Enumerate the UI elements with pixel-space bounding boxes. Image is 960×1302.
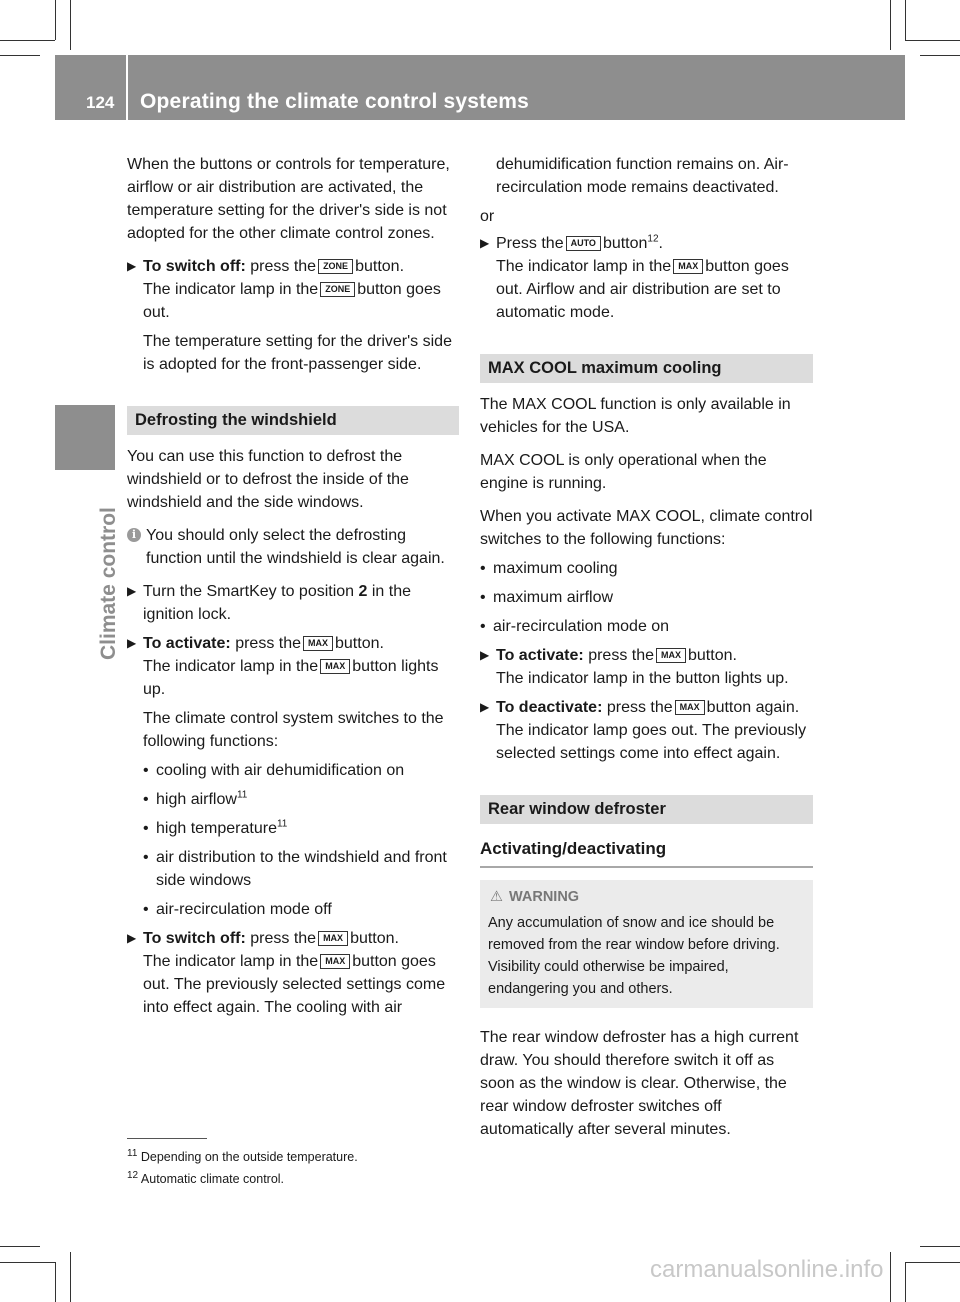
- crop-mark: [55, 0, 56, 40]
- crop-mark: [0, 55, 40, 56]
- instruction-turn-key: ▶ Turn the SmartKey to position 2 in the ignition lock.: [127, 580, 459, 626]
- arrow-icon: ▶: [480, 700, 490, 714]
- section-heading-maxcool: MAX COOL maximum cooling: [480, 354, 813, 383]
- info-icon: i: [127, 528, 141, 542]
- defrost-max-button-icon: MAX: [673, 259, 703, 274]
- watermark: carmanualsonline.info: [650, 1256, 884, 1283]
- paragraph: When you activate MAX COOL, climate control switches to the following functions:: [480, 508, 813, 548]
- list-item: • air-recirculation mode off: [143, 898, 459, 921]
- crop-mark: [55, 1262, 56, 1302]
- arrow-icon: ▶: [127, 636, 137, 650]
- side-tab: [55, 470, 120, 670]
- crop-mark: [0, 1246, 40, 1247]
- arrow-icon: ▶: [127, 584, 137, 598]
- list-item: • maximum airflow: [480, 586, 813, 609]
- page-number: 124: [86, 93, 115, 112]
- continued-text: dehumidification function remains on. Air-recirculation mode remains deactivated.: [496, 156, 789, 196]
- defrost-max-button-icon: MAX: [320, 659, 350, 674]
- section-heading-rear-defroster: Rear window defroster: [480, 795, 813, 824]
- crop-mark: [890, 0, 891, 50]
- instruction-maxcool-deactivate: ▶ To deactivate: press the MAX button again. The indicator lamp goes out. The previously selected settings come into effect again.: [480, 696, 813, 765]
- crop-mark: [0, 1262, 55, 1263]
- intro-paragraph: When the buttons or controls for temperature, airflow or air distribution are activated, the temperature setting for the driver's side is not adopted for the other climate control zones.: [127, 156, 450, 242]
- function-list: [143, 759, 459, 921]
- footnote-rule: [127, 1138, 207, 1139]
- footnotes: [127, 1146, 358, 1190]
- page-title: Operating the climate control systems: [140, 90, 530, 113]
- max-cool-button-icon: MAX: [656, 648, 686, 663]
- list-item: • cooling with air dehumidification on: [143, 759, 459, 782]
- rear-defroster-text: The rear window defroster has a high current draw. You should therefore switch it off as soon as the window is clear. Otherwise, the rear window defroster switches off automatically after several minutes.: [480, 1029, 799, 1138]
- arrow-icon: ▶: [480, 236, 490, 250]
- defrost-max-button-icon: MAX: [320, 954, 350, 969]
- header-divider: [126, 55, 128, 120]
- list-item: • air-recirculation mode on: [480, 615, 813, 638]
- crop-mark: [905, 40, 960, 41]
- crop-mark: [905, 0, 906, 40]
- crop-mark: [890, 1252, 891, 1302]
- zone-button-icon: ZONE: [318, 259, 353, 274]
- auto-button-icon: AUTO: [566, 236, 601, 251]
- crop-mark: [905, 1262, 906, 1302]
- footnote: $^{12}$ Automatic climate control.: [127, 1169, 285, 1186]
- side-tab-marker: [55, 405, 115, 470]
- defrost-intro: You can use this function to defrost the windshield or to defrost the inside of the windshield and the side windows.: [127, 448, 409, 511]
- crop-mark: [70, 1252, 71, 1302]
- warning-title: ⚠ WARNING: [490, 889, 580, 905]
- list-item: • high temperature$^{11}$: [143, 817, 459, 840]
- arrow-icon: ▶: [127, 931, 137, 945]
- instruction-maxcool-activate: ▶ To activate: press the MAX button. The indicator lamp in the button lights up.: [480, 644, 813, 690]
- arrow-icon: ▶: [480, 648, 490, 662]
- list-item: • high airflow$^{11}$: [143, 788, 459, 811]
- warning-triangle-icon: ⚠: [490, 889, 503, 905]
- max-cool-button-icon: MAX: [675, 700, 705, 715]
- paragraph: The MAX COOL function is only available in vehicles for the USA.: [480, 396, 791, 436]
- zone-button-icon: ZONE: [320, 282, 355, 297]
- instruction-switch-off: ▶ To switch off: press the ZONE button. The indicator lamp in the ZONE button goes out. The temperature setting for the driver's side is adopted for the front-passenger side.: [127, 255, 459, 376]
- list-item: • air distribution to the windshield and front side windows: [143, 846, 459, 892]
- instruction-press-auto: ▶ Press the AUTO button$^{12}$. The indicator lamp in the MAX button goes out. Airflow and air distribution are set to automatic mode.: [480, 233, 789, 321]
- crop-mark: [920, 55, 960, 56]
- instruction-activate: ▶ To activate: press the MAX button. The indicator lamp in the MAX button lights up. The climate control system switches to the following functions: • cooling with air dehumidification on • high airflow$^{11}$ • high temperature$^{11}$ • air distribution to the windshield and front side windows • air-recirculation mode off: [127, 632, 459, 921]
- crop-mark: [0, 40, 55, 41]
- section-heading-defrost: Defrosting the windshield: [127, 406, 459, 435]
- right-column: [480, 153, 813, 1151]
- left-column: [127, 153, 459, 1025]
- crop-mark: [920, 1246, 960, 1247]
- info-note: i You should only select the defrosting function until the windshield is clear again.: [127, 524, 459, 570]
- defrost-max-button-icon: MAX: [303, 636, 333, 651]
- crop-mark: [70, 0, 71, 50]
- or-text: or: [480, 208, 495, 225]
- warning-text: Any accumulation of snow and ice should be removed from the rear window before driving. Visibility could otherwise be impaired, endangering you and others.: [488, 915, 780, 997]
- list-item: • maximum cooling: [480, 557, 813, 580]
- footnote: $^{11}$ Depending on the outside temperature.: [127, 1147, 358, 1164]
- side-tab-label: Climate control: [97, 507, 120, 660]
- arrow-icon: ▶: [127, 259, 137, 273]
- warning-box: [480, 880, 813, 1008]
- paragraph: MAX COOL is only operational when the engine is running.: [480, 452, 767, 492]
- crop-mark: [905, 1262, 960, 1263]
- defrost-max-button-icon: MAX: [318, 931, 348, 946]
- instruction-switch-off-2: ▶ To switch off: press the MAX button. The indicator lamp in the MAX button goes out. The previously selected settings come into effect again. The cooling with air: [127, 927, 459, 1019]
- subsection-heading: Activating/deactivating: [480, 834, 813, 868]
